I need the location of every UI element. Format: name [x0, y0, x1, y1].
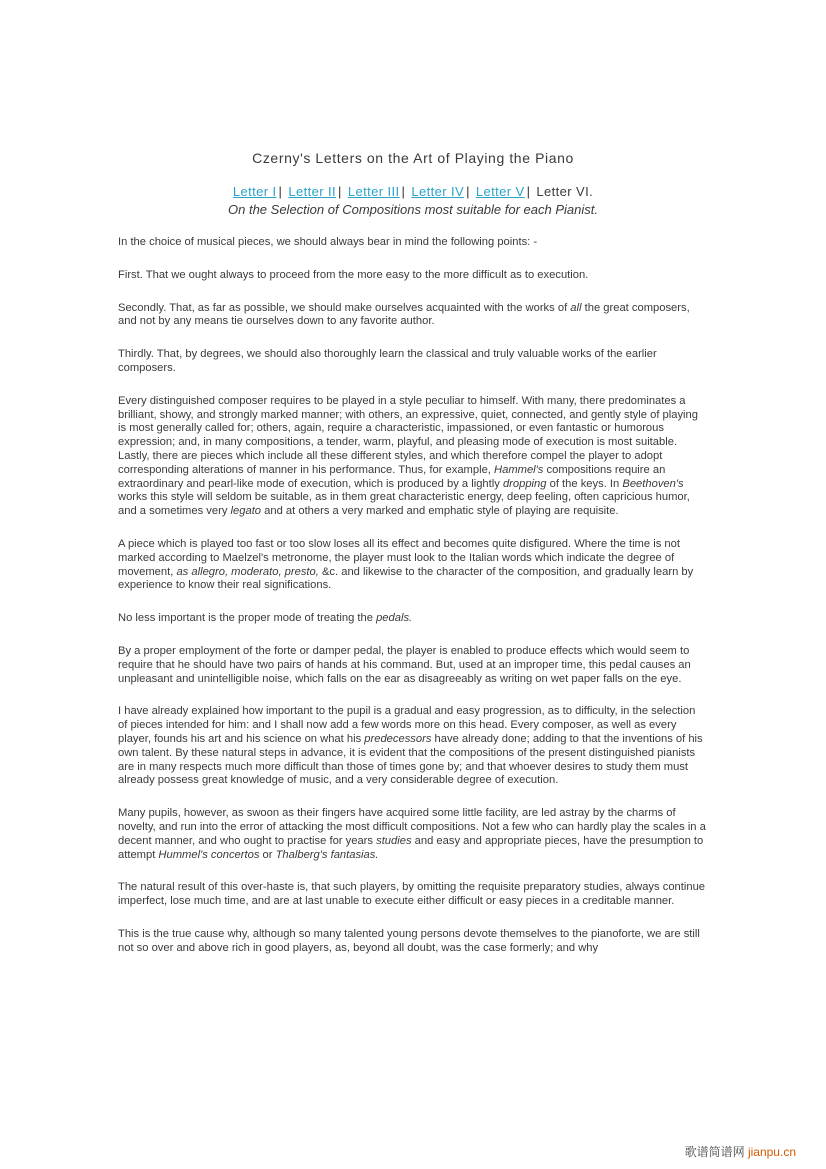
- paragraph-text: &c. and likewise to the character of the composition, and gradually learn by experience to know their real significations.: [118, 565, 694, 592]
- emphasis: predecessors: [364, 732, 432, 745]
- paragraph-10: [118, 807, 706, 862]
- nav-current-letter: Letter VI.: [536, 184, 594, 199]
- paragraph-11: The natural result of this over-haste is, that such players, by omitting the requisite preparatory studies, always continue imperfect, lose much time, and are at last unable to execute either difficult or easy pieces in a creditable manner.: [118, 881, 706, 908]
- watermark-site-name: 歌谱简谱网: [684, 1145, 745, 1159]
- paragraph-8: By a proper employment of the forte or damper pedal, the player is enabled to produce effects which would seem to require that he should have two pairs of hands at his command. But, used at an improper time, this pedal causes an unpleasant and unintelligible noise, which falls on the ear as disagreeably as writing on wet paper falls on the eye.: [118, 644, 691, 685]
- paragraph-text: the great composers, and not by any means tie ourselves down to any favorite author.: [118, 301, 690, 328]
- paragraph-1: In the choice of musical pieces, we should always bear in mind the following points: -: [118, 236, 538, 248]
- emphasis: Hummel's concertos: [158, 848, 260, 861]
- paragraph-text: have already done; adding to that the inventions of his own talent. By these natural steps in advance, it is evident that the compositions of the present distinguished pianists are in many respects much more difficult than those of times gone by; and that whoever desires to study them must already possess great knowledge of music, and a very considerable degree of execution.: [118, 732, 703, 787]
- emphasis: Beethoven's: [622, 477, 684, 490]
- nav-separator: |: [338, 184, 342, 199]
- paragraph-text: A piece which is played too fast or too slow loses all its effect and becomes quite disfigured. Where the time is not marked according to Maelzel's metronome, the player must look to the Italian words which indicate the degree of movement,: [118, 537, 680, 578]
- paragraph-text: compositions require an extraordinary and pearl-like mode of execution, which is produced by a lightly: [118, 463, 666, 490]
- nav-separator: |: [466, 184, 470, 199]
- site-watermark: [685, 1143, 796, 1160]
- nav-separator: |: [526, 184, 531, 199]
- paragraph-9: [118, 705, 706, 788]
- watermark-url: jianpu.cn: [747, 1145, 796, 1159]
- paragraph-3: [118, 302, 706, 330]
- paragraph-text: of the keys. In: [546, 477, 623, 490]
- nav-link-letter-5[interactable]: Letter V: [475, 184, 525, 199]
- paragraph-4: Thirdly. That, by degrees, we should also thoroughly learn the classical and truly valuable works of the earlier composers.: [118, 348, 657, 374]
- emphasis: legato: [230, 505, 262, 518]
- paragraph-text: Many pupils, however, as swoon as their fingers have acquired some little facility, are led astray by the charms of novelty, and run into the error of attacking the most difficult compositions. Not a few who can hardly play the scales in a decent manner, and who ought to practise for years: [118, 807, 706, 847]
- paragraph-12: This is the true cause why, although so many talented young persons devote themselves to the pianoforte, we are still not so over and above rich in good players, as, beyond all doubt, was the case formerly; and why: [118, 927, 700, 954]
- emphasis: Hammel's: [494, 463, 544, 476]
- emphasis: studies: [376, 834, 412, 847]
- paragraph-text: and at others a very marked and emphatic style of playing are requisite.: [261, 505, 619, 518]
- page-subtitle: On the Selection of Compositions most suitable for each Pianist.: [228, 202, 598, 217]
- emphasis: pedals.: [376, 612, 413, 625]
- paragraph-6: [118, 538, 706, 593]
- emphasis: dropping: [502, 477, 547, 490]
- emphasis: all: [570, 301, 582, 314]
- article-body: [118, 236, 706, 974]
- paragraph-text: or: [259, 848, 276, 861]
- paragraph-text: Secondly. That, as far as possible, we should make ourselves acquainted with the works of: [118, 301, 571, 314]
- letter-navigation: [0, 184, 826, 199]
- paragraph-text: I have already explained how important to the pupil is a gradual and easy progression, as to difficulty, in the selection of pieces intended for him: and I shall now add a few words more on this head. Every composer, as well as every player, founds his art and his science on what his: [118, 705, 696, 745]
- emphasis: Thalberg's fantasias.: [275, 848, 379, 861]
- nav-link-letter-4[interactable]: Letter IV: [411, 184, 465, 199]
- nav-separator: |: [278, 184, 283, 199]
- paragraph-2: First. That we ought always to proceed from the more easy to the more difficult as to execution.: [118, 268, 589, 281]
- paragraph-7: [118, 612, 706, 626]
- paragraph-5: [118, 395, 706, 519]
- nav-link-letter-3[interactable]: Letter III: [347, 184, 400, 199]
- nav-link-letter-1[interactable]: Letter I: [232, 184, 277, 199]
- paragraph-text: and easy and appropriate pieces, have the presumption to attempt: [118, 834, 704, 861]
- nav-link-letter-2[interactable]: Letter II: [288, 184, 337, 199]
- nav-separator: |: [401, 184, 406, 199]
- paragraph-text: Every distinguished composer requires to be played in a style peculiar to himself. With many, there predominates a brilliant, showy, and strongly marked manner; with others, an expressive, quiet, connected, and gently style of playing is most generally called for; others, again, require a characteristic, impassioned, or even fantastic or humorous expression; and, in many compositions, a tender, warm, playful, and pleasing mode of execution is most suitable. Lastly, there are pieces which include all these different styles, and which therefore compel the player to adopt corresponding alterations of manner in his performance. Thus, for example,: [118, 394, 698, 476]
- paragraph-text: works this style will seldom be suitable, as in them great characteristic energy, deep feeling, often capricious humor, and a sometimes very: [118, 491, 690, 518]
- page-title: Czerny's Letters on the Art of Playing the Piano: [252, 150, 574, 166]
- paragraph-text: No less important is the proper mode of treating the: [118, 612, 377, 625]
- emphasis: as allegro, moderato, presto,: [176, 565, 319, 578]
